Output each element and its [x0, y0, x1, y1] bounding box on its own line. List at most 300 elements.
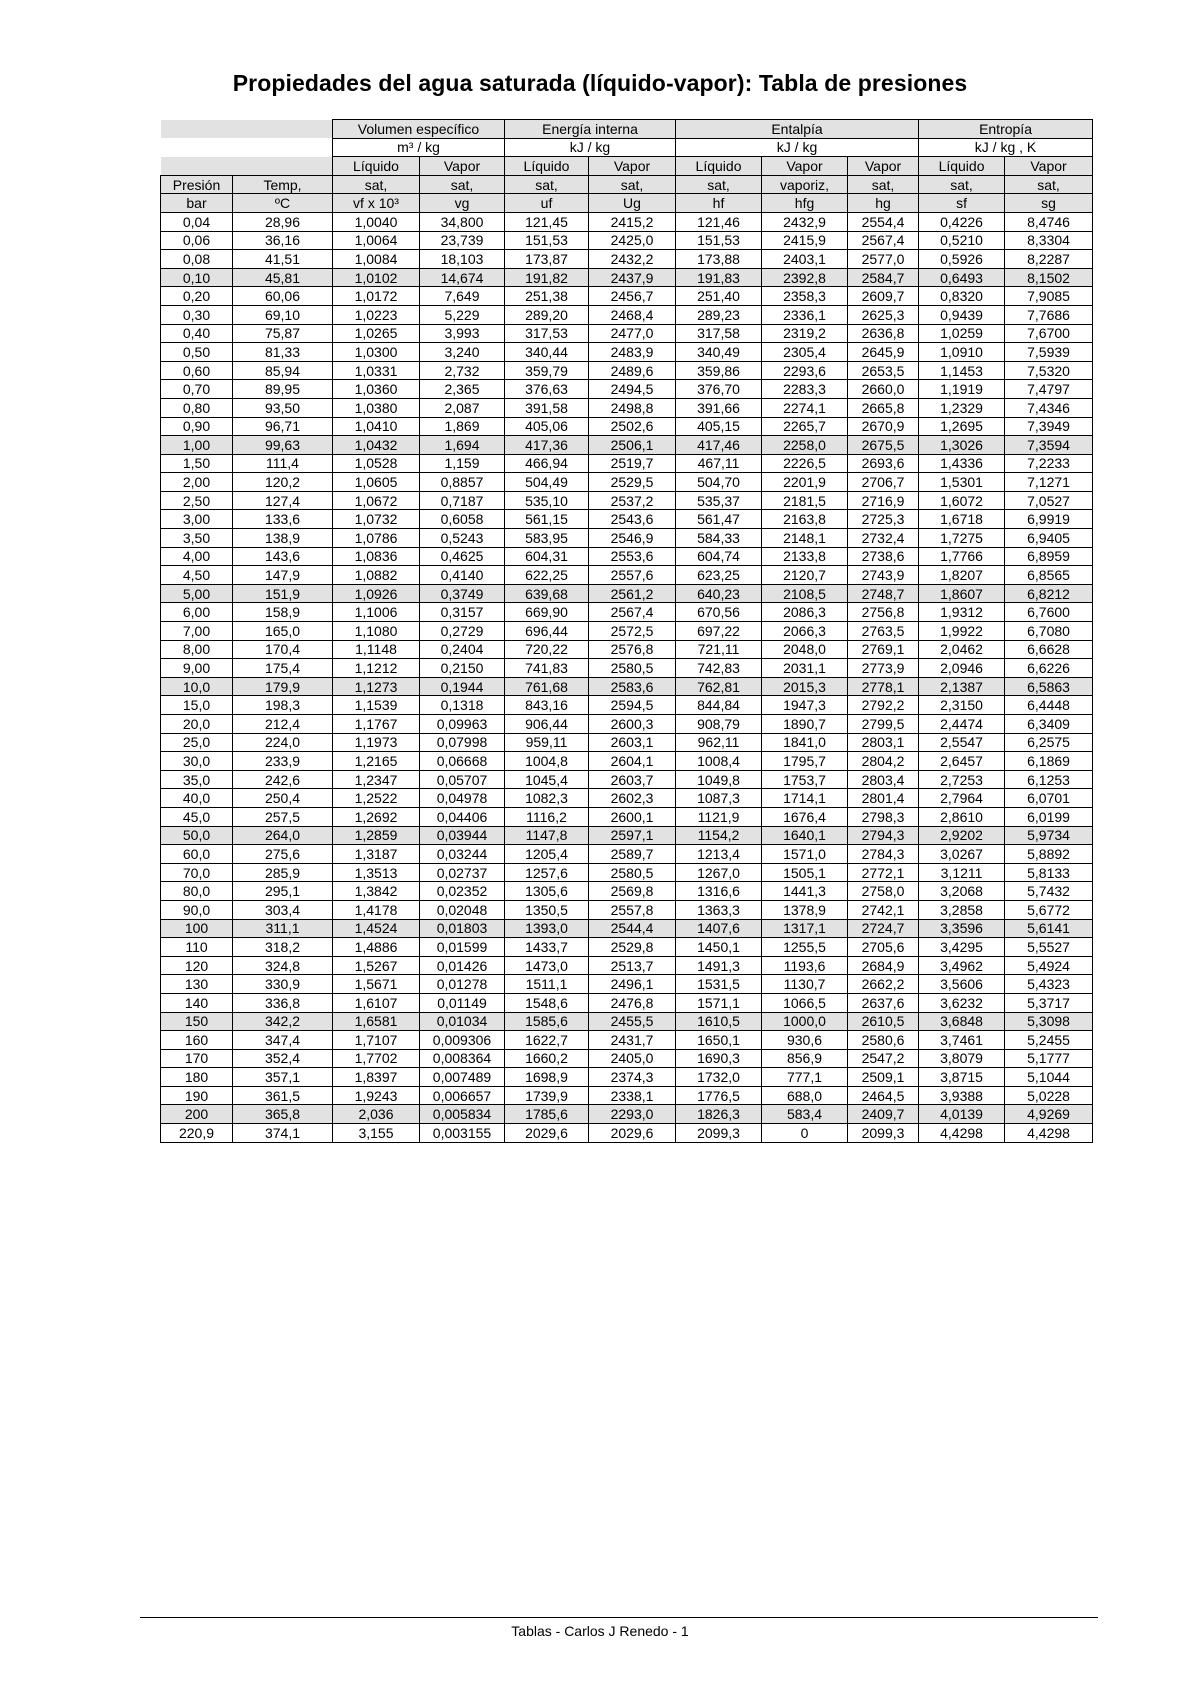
- label-cell: sat,: [848, 175, 919, 194]
- table-cell: 2415,9: [762, 231, 848, 250]
- table-cell: 0,06: [161, 231, 233, 250]
- table-cell: 2662,2: [848, 975, 919, 994]
- table-cell: 2772,1: [848, 863, 919, 882]
- table-row: [161, 529, 1093, 548]
- table-cell: 1,0223: [333, 305, 420, 324]
- table-cell: 342,2: [233, 1012, 333, 1031]
- table-cell: 9,00: [161, 659, 233, 678]
- table-cell: 6,0199: [1005, 807, 1093, 826]
- table-cell: 1,1767: [333, 715, 420, 734]
- table-cell: 3,4962: [919, 956, 1005, 975]
- table-cell: 5,2455: [1005, 1031, 1093, 1050]
- table-row: [161, 677, 1093, 696]
- table-cell: 1004,8: [505, 752, 589, 771]
- table-cell: 110: [161, 938, 233, 957]
- table-row: [161, 324, 1093, 343]
- table-cell: 1,7766: [919, 547, 1005, 566]
- table-cell: 18,103: [420, 250, 505, 269]
- table-cell: 8,1502: [1005, 268, 1093, 287]
- table-cell: 0,008364: [420, 1049, 505, 1068]
- table-row: [161, 863, 1093, 882]
- table-cell: 1,0172: [333, 287, 420, 306]
- table-row: [161, 1012, 1093, 1031]
- table-cell: 233,9: [233, 752, 333, 771]
- table-cell: 347,4: [233, 1031, 333, 1050]
- table-cell: 742,83: [676, 659, 762, 678]
- table-cell: 2794,3: [848, 826, 919, 845]
- table-cell: 2589,7: [589, 845, 676, 864]
- table-cell: 5,8892: [1005, 845, 1093, 864]
- table-cell: 0,6493: [919, 268, 1005, 287]
- table-cell: 3,8715: [919, 1068, 1005, 1087]
- table-cell: 2705,6: [848, 938, 919, 957]
- table-row: [161, 622, 1093, 641]
- table-row: [161, 696, 1093, 715]
- table-cell: 2803,1: [848, 733, 919, 752]
- table-cell: 1393,0: [505, 919, 589, 938]
- table-cell: 405,06: [505, 417, 589, 436]
- table-cell: 2580,5: [589, 659, 676, 678]
- table-row: [161, 956, 1093, 975]
- table-row: [161, 436, 1093, 455]
- symbol-cell: hf: [676, 194, 762, 213]
- table-cell: 289,23: [676, 305, 762, 324]
- table-cell: 0,80: [161, 398, 233, 417]
- table-cell: 5,9734: [1005, 826, 1093, 845]
- table-cell: 69,10: [233, 305, 333, 324]
- table-cell: 1585,6: [505, 1012, 589, 1031]
- table-cell: 2604,1: [589, 752, 676, 771]
- table-cell: 7,00: [161, 622, 233, 641]
- table-cell: 720,22: [505, 640, 589, 659]
- table-cell: 2437,9: [589, 268, 676, 287]
- table-cell: 2,4474: [919, 715, 1005, 734]
- phase-cell: Vapor: [762, 157, 848, 176]
- table-cell: 5,7432: [1005, 882, 1093, 901]
- table-cell: 1,1212: [333, 659, 420, 678]
- table-cell: 0,5210: [919, 231, 1005, 250]
- table-cell: 2693,6: [848, 454, 919, 473]
- table-cell: 1,0380: [333, 398, 420, 417]
- table-cell: 2769,1: [848, 640, 919, 659]
- table-cell: 190: [161, 1086, 233, 1105]
- table-cell: 1,0040: [333, 212, 420, 231]
- table-cell: 147,9: [233, 566, 333, 585]
- table-row: [161, 343, 1093, 362]
- saturated-water-table: [160, 119, 1093, 1143]
- table-cell: 7,5320: [1005, 361, 1093, 380]
- table-cell: 6,8212: [1005, 584, 1093, 603]
- table-cell: 1640,1: [762, 826, 848, 845]
- table-cell: 959,11: [505, 733, 589, 752]
- table-cell: 2293,0: [589, 1105, 676, 1124]
- table-cell: 1739,9: [505, 1086, 589, 1105]
- table-cell: 2483,9: [589, 343, 676, 362]
- table-cell: 2603,1: [589, 733, 676, 752]
- table-cell: 285,9: [233, 863, 333, 882]
- table-cell: 1,2859: [333, 826, 420, 845]
- table-cell: 1676,4: [762, 807, 848, 826]
- table-cell: 359,79: [505, 361, 589, 380]
- table-cell: 1,8397: [333, 1068, 420, 1087]
- table-cell: 6,7080: [1005, 622, 1093, 641]
- table-cell: 257,5: [233, 807, 333, 826]
- table-cell: 2,00: [161, 473, 233, 492]
- table-cell: 179,9: [233, 677, 333, 696]
- table-cell: 1,5671: [333, 975, 420, 994]
- table-cell: 151,53: [676, 231, 762, 250]
- table-cell: 93,50: [233, 398, 333, 417]
- table-cell: 1947,3: [762, 696, 848, 715]
- table-cell: 0,40: [161, 324, 233, 343]
- table-row: [161, 212, 1093, 231]
- table-cell: 23,739: [420, 231, 505, 250]
- table-cell: 1776,5: [676, 1086, 762, 1105]
- table-cell: 212,4: [233, 715, 333, 734]
- table-cell: 6,1253: [1005, 770, 1093, 789]
- table-cell: 0,04978: [420, 789, 505, 808]
- table-row: [161, 305, 1093, 324]
- symbol-cell: vg: [420, 194, 505, 213]
- table-cell: 0,005834: [420, 1105, 505, 1124]
- table-cell: 3,240: [420, 343, 505, 362]
- table-cell: 6,0701: [1005, 789, 1093, 808]
- table-cell: 1363,3: [676, 900, 762, 919]
- table-cell: 143,6: [233, 547, 333, 566]
- table-cell: 2758,0: [848, 882, 919, 901]
- table-cell: 1000,0: [762, 1012, 848, 1031]
- table-cell: 1511,1: [505, 975, 589, 994]
- table-row: [161, 845, 1093, 864]
- table-cell: 6,8959: [1005, 547, 1093, 566]
- table-row: [161, 659, 1093, 678]
- table-cell: 2502,6: [589, 417, 676, 436]
- table-cell: 405,15: [676, 417, 762, 436]
- table-cell: 1491,3: [676, 956, 762, 975]
- table-cell: 1,3026: [919, 436, 1005, 455]
- table-cell: 3,6848: [919, 1012, 1005, 1031]
- table-cell: 2553,6: [589, 547, 676, 566]
- table-cell: 0,007489: [420, 1068, 505, 1087]
- table-cell: 1,8207: [919, 566, 1005, 585]
- table-cell: 0,08: [161, 250, 233, 269]
- table-cell: 5,6772: [1005, 900, 1093, 919]
- table-cell: 264,0: [233, 826, 333, 845]
- table-cell: 1,0926: [333, 584, 420, 603]
- table-cell: 2338,1: [589, 1086, 676, 1105]
- table-cell: 2374,3: [589, 1068, 676, 1087]
- table-cell: 251,38: [505, 287, 589, 306]
- table-cell: 376,70: [676, 380, 762, 399]
- table-cell: 0,04406: [420, 807, 505, 826]
- table-cell: 89,95: [233, 380, 333, 399]
- table-cell: 45,81: [233, 268, 333, 287]
- table-cell: 1130,7: [762, 975, 848, 994]
- table-cell: 670,56: [676, 603, 762, 622]
- table-cell: 535,37: [676, 491, 762, 510]
- table-row: [161, 789, 1093, 808]
- table-cell: 467,11: [676, 454, 762, 473]
- table-cell: 0,20: [161, 287, 233, 306]
- table-cell: 2529,5: [589, 473, 676, 492]
- table-cell: 2778,1: [848, 677, 919, 696]
- table-cell: 2547,2: [848, 1049, 919, 1068]
- table-cell: 0,4226: [919, 212, 1005, 231]
- table-cell: 1,0836: [333, 547, 420, 566]
- table-row: [161, 473, 1093, 492]
- table-cell: 2756,8: [848, 603, 919, 622]
- table-cell: 1548,6: [505, 993, 589, 1012]
- table-cell: 1,4178: [333, 900, 420, 919]
- table-cell: 1087,3: [676, 789, 762, 808]
- table-cell: 535,10: [505, 491, 589, 510]
- header-groups-row: [161, 120, 1093, 139]
- table-cell: 777,1: [762, 1068, 848, 1087]
- table-cell: 417,46: [676, 436, 762, 455]
- table-cell: 2557,6: [589, 566, 676, 585]
- table-cell: 0,003155: [420, 1124, 505, 1143]
- table-cell: 2506,1: [589, 436, 676, 455]
- symbol-cell: hfg: [762, 194, 848, 213]
- phase-cell: Vapor: [848, 157, 919, 176]
- table-cell: 2,8610: [919, 807, 1005, 826]
- table-cell: 2792,2: [848, 696, 919, 715]
- table-cell: 2148,1: [762, 529, 848, 548]
- table-cell: 60,0: [161, 845, 233, 864]
- table-cell: 856,9: [762, 1049, 848, 1068]
- unit-entropy: kJ / kg , K: [919, 138, 1093, 157]
- table-cell: 1,0910: [919, 343, 1005, 362]
- table-cell: 0,10: [161, 268, 233, 287]
- table-cell: 96,71: [233, 417, 333, 436]
- table-cell: 2557,8: [589, 900, 676, 919]
- table-cell: 45,0: [161, 807, 233, 826]
- table-cell: 696,44: [505, 622, 589, 641]
- table-row: [161, 770, 1093, 789]
- table-cell: 359,86: [676, 361, 762, 380]
- table-cell: 2784,3: [848, 845, 919, 864]
- table-cell: 1,0300: [333, 343, 420, 362]
- table-cell: 2,0946: [919, 659, 1005, 678]
- table-cell: 5,3098: [1005, 1012, 1093, 1031]
- table-cell: 121,46: [676, 212, 762, 231]
- table-cell: 6,9919: [1005, 510, 1093, 529]
- table-cell: 1008,4: [676, 752, 762, 771]
- phase-cell: Vapor: [420, 157, 505, 176]
- table-cell: 2031,1: [762, 659, 848, 678]
- table-cell: 3,8079: [919, 1049, 1005, 1068]
- table-cell: 1,1148: [333, 640, 420, 659]
- table-row: [161, 1068, 1093, 1087]
- table-cell: 1,0528: [333, 454, 420, 473]
- table-cell: 2163,8: [762, 510, 848, 529]
- table-cell: 7,3949: [1005, 417, 1093, 436]
- table-cell: 2577,0: [848, 250, 919, 269]
- table-cell: 1,1273: [333, 677, 420, 696]
- table-cell: 2576,8: [589, 640, 676, 659]
- table-cell: 3,5606: [919, 975, 1005, 994]
- table-cell: 1,4336: [919, 454, 1005, 473]
- table-cell: 2706,7: [848, 473, 919, 492]
- table-row: [161, 510, 1093, 529]
- table-cell: 2684,9: [848, 956, 919, 975]
- table-cell: 7,9085: [1005, 287, 1093, 306]
- table-cell: 0,3157: [420, 603, 505, 622]
- label-cell: sat,: [420, 175, 505, 194]
- table-cell: 7,1271: [1005, 473, 1093, 492]
- table-cell: 81,33: [233, 343, 333, 362]
- table-cell: 2580,5: [589, 863, 676, 882]
- table-cell: 1147,8: [505, 826, 589, 845]
- table-row: [161, 454, 1093, 473]
- table-cell: 28,96: [233, 212, 333, 231]
- table-row: [161, 752, 1093, 771]
- unit-internal-energy: kJ / kg: [505, 138, 676, 157]
- table-cell: 2456,7: [589, 287, 676, 306]
- table-row: [161, 603, 1093, 622]
- table-cell: 1116,2: [505, 807, 589, 826]
- table-cell: 2670,9: [848, 417, 919, 436]
- table-cell: 1267,0: [676, 863, 762, 882]
- table-cell: 1650,1: [676, 1031, 762, 1050]
- table-cell: 0,01426: [420, 956, 505, 975]
- table-cell: 175,4: [233, 659, 333, 678]
- table-cell: 357,1: [233, 1068, 333, 1087]
- table-cell: 1045,4: [505, 770, 589, 789]
- table-cell: 0,09963: [420, 715, 505, 734]
- table-cell: 1193,6: [762, 956, 848, 975]
- table-cell: 639,68: [505, 584, 589, 603]
- table-cell: 2636,8: [848, 324, 919, 343]
- table-cell: 2610,5: [848, 1012, 919, 1031]
- table-cell: 1,0084: [333, 250, 420, 269]
- header-phase-row: [161, 157, 1093, 176]
- table-cell: 2120,7: [762, 566, 848, 585]
- table-cell: 0,01599: [420, 938, 505, 957]
- table-body: [161, 212, 1093, 1142]
- table-cell: 1,1453: [919, 361, 1005, 380]
- table-cell: 7,7686: [1005, 305, 1093, 324]
- table-cell: 0,30: [161, 305, 233, 324]
- table-cell: 0,60: [161, 361, 233, 380]
- table-cell: 1,2522: [333, 789, 420, 808]
- table-cell: 251,40: [676, 287, 762, 306]
- table-row: [161, 584, 1093, 603]
- table-cell: 3,1211: [919, 863, 1005, 882]
- table-cell: 1660,2: [505, 1049, 589, 1068]
- table-cell: 623,25: [676, 566, 762, 585]
- label-cell: sat,: [589, 175, 676, 194]
- table-cell: 40,0: [161, 789, 233, 808]
- label-cell: Presión: [161, 175, 233, 194]
- phase-cell: Líquido: [676, 157, 762, 176]
- page-title: Propiedades del agua saturada (líquido-vapor): Tabla de presiones: [232, 70, 968, 96]
- table-cell: 191,82: [505, 268, 589, 287]
- table-cell: 3,9388: [919, 1086, 1005, 1105]
- label-cell: sat,: [919, 175, 1005, 194]
- table-cell: 0,05707: [420, 770, 505, 789]
- table-cell: 2600,1: [589, 807, 676, 826]
- table-cell: 160: [161, 1031, 233, 1050]
- table-cell: 1,50: [161, 454, 233, 473]
- table-cell: 1,1080: [333, 622, 420, 641]
- table-cell: 242,6: [233, 770, 333, 789]
- table-cell: 7,3594: [1005, 436, 1093, 455]
- table-cell: 2181,5: [762, 491, 848, 510]
- table-row: [161, 566, 1093, 585]
- table-cell: 1,0331: [333, 361, 420, 380]
- table-cell: 908,79: [676, 715, 762, 734]
- table-cell: 85,94: [233, 361, 333, 380]
- table-cell: 2086,3: [762, 603, 848, 622]
- table-cell: 1350,5: [505, 900, 589, 919]
- table-cell: 0,2150: [420, 659, 505, 678]
- table-cell: 504,70: [676, 473, 762, 492]
- table-cell: 0,01149: [420, 993, 505, 1012]
- table-cell: 2265,7: [762, 417, 848, 436]
- table-cell: 3,50: [161, 529, 233, 548]
- table-cell: 30,0: [161, 752, 233, 771]
- table-cell: 697,22: [676, 622, 762, 641]
- table-cell: 2,9202: [919, 826, 1005, 845]
- table-cell: 1,7107: [333, 1031, 420, 1050]
- table-cell: 0,6058: [420, 510, 505, 529]
- table-cell: 2477,0: [589, 324, 676, 343]
- table-cell: 2804,2: [848, 752, 919, 771]
- table-cell: 2519,7: [589, 454, 676, 473]
- table-cell: 191,83: [676, 268, 762, 287]
- table-cell: 2029,6: [589, 1124, 676, 1143]
- table-cell: 224,0: [233, 733, 333, 752]
- table-cell: 340,44: [505, 343, 589, 362]
- table-cell: 0,50: [161, 343, 233, 362]
- table-cell: 721,11: [676, 640, 762, 659]
- table-cell: 151,53: [505, 231, 589, 250]
- header-symbols-row: [161, 194, 1093, 213]
- table-cell: 3,6232: [919, 993, 1005, 1012]
- table-cell: 1305,6: [505, 882, 589, 901]
- table-cell: 6,7600: [1005, 603, 1093, 622]
- table-row: [161, 882, 1093, 901]
- table-cell: 2498,8: [589, 398, 676, 417]
- table-cell: 165,0: [233, 622, 333, 641]
- table-cell: 1505,1: [762, 863, 848, 882]
- group-enthalpy: Entalpía: [676, 120, 919, 139]
- table-cell: 1082,3: [505, 789, 589, 808]
- table-cell: 376,63: [505, 380, 589, 399]
- table-cell: 336,8: [233, 993, 333, 1012]
- table-cell: 3,3596: [919, 919, 1005, 938]
- table-cell: 1121,9: [676, 807, 762, 826]
- table-cell: 1,8607: [919, 584, 1005, 603]
- table-cell: 762,81: [676, 677, 762, 696]
- table-cell: 844,84: [676, 696, 762, 715]
- table-cell: 2,3150: [919, 696, 1005, 715]
- table-cell: 8,00: [161, 640, 233, 659]
- table-cell: 0,02048: [420, 900, 505, 919]
- phase-cell: Vapor: [1005, 157, 1093, 176]
- table-cell: 2,6457: [919, 752, 1005, 771]
- table-cell: 5,5527: [1005, 938, 1093, 957]
- table-cell: 1,1973: [333, 733, 420, 752]
- table-cell: 6,00: [161, 603, 233, 622]
- table-cell: 1571,0: [762, 845, 848, 864]
- table-row: [161, 380, 1093, 399]
- group-entropy: Entropía: [919, 120, 1093, 139]
- table-row: [161, 993, 1093, 1012]
- table-cell: 1441,3: [762, 882, 848, 901]
- table-cell: 41,51: [233, 250, 333, 269]
